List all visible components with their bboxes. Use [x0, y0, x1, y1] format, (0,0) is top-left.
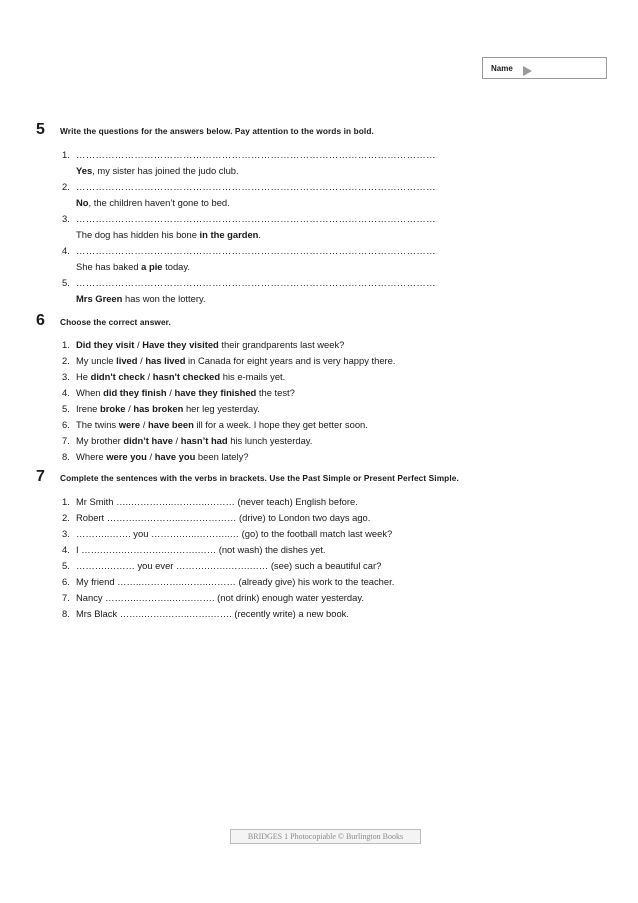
choice-option[interactable]: have been — [147, 419, 194, 431]
item-number: 4. — [62, 543, 70, 555]
section-5-list — [62, 146, 436, 307]
item-number: 7. — [62, 592, 70, 604]
item-number: 1. — [62, 148, 70, 160]
choice-option[interactable]: Did they visit — [76, 338, 135, 350]
given-answer — [62, 162, 436, 178]
sentence-text: his e-mails yet. — [220, 370, 286, 382]
bold-keyword: No — [76, 196, 89, 208]
choice-option[interactable]: has lived — [145, 354, 186, 366]
sentence-text: ill for a week. I hope they get better soon. — [193, 419, 368, 431]
sentence-text: My brother — [76, 435, 124, 447]
arrow-icon — [523, 66, 532, 76]
sentence-text: / — [172, 435, 181, 447]
given-answer — [62, 291, 436, 307]
given-answer — [62, 226, 436, 242]
choice-item — [62, 416, 395, 432]
section-number: 5 — [36, 121, 45, 138]
section-instruction: Write the questions for the answers below. Pay attention to the words in bold. — [60, 126, 374, 136]
section-instruction: Complete the sentences with the verbs in brackets. Use the Past Simple or Present Perfect Simple. — [60, 473, 459, 483]
fill-in-item — [62, 590, 394, 606]
sentence-text: / — [144, 370, 153, 382]
item-number: 5. — [62, 277, 70, 289]
fill-in-item — [62, 509, 394, 525]
bold-keyword: a pie — [141, 261, 163, 273]
choice-sentence — [76, 387, 295, 398]
item-number: 7. — [62, 435, 70, 447]
choice-sentence — [76, 419, 368, 430]
sentence-text: My uncle — [76, 354, 117, 366]
sentence-text: her leg yesterday. — [183, 402, 260, 414]
choice-option[interactable]: didn’t have — [123, 435, 173, 447]
given-answer — [62, 259, 436, 275]
section-instruction: Choose the correct answer. — [60, 317, 171, 327]
choice-item — [62, 384, 395, 400]
sentence-text: been lately? — [195, 451, 249, 463]
answer-line-row — [62, 210, 436, 226]
fill-in-sentence[interactable]: ……….……… you ever ……….…….…….…… (see) such a beautiful car? — [76, 559, 382, 571]
choice-option[interactable]: lived — [116, 354, 138, 366]
fill-in-item — [62, 541, 394, 557]
sentence-text: / — [137, 354, 146, 366]
choice-option[interactable]: were — [118, 419, 141, 431]
section-number: 7 — [36, 468, 45, 485]
choice-item — [62, 433, 395, 449]
choice-option[interactable]: have they finished — [174, 386, 257, 398]
question-item — [62, 275, 436, 307]
question-item — [62, 210, 436, 242]
section-7-list — [62, 493, 394, 622]
choice-option[interactable]: broke — [99, 402, 126, 414]
answer-text: , the children haven’t gone to bed. — [88, 196, 230, 208]
answer-text: today. — [162, 261, 190, 273]
choice-option[interactable]: didn't check — [90, 370, 145, 382]
answer-text: has won the lottery. — [122, 293, 206, 305]
choice-option[interactable]: were you — [106, 451, 147, 463]
fill-in-sentence[interactable]: I …….…….…………..……….…… (not wash) the dishes yet. — [76, 543, 326, 555]
bold-keyword: in the garden — [199, 229, 259, 241]
item-number: 2. — [62, 180, 70, 192]
bold-keyword: Yes — [76, 164, 93, 176]
choice-item — [62, 352, 395, 368]
section-number: 6 — [36, 312, 45, 329]
sentence-text: / — [134, 338, 143, 350]
choice-option[interactable]: Have they visited — [142, 338, 219, 350]
answer-line[interactable]: ………………………………………………………………………………………………… — [76, 180, 436, 192]
answer-line-row — [62, 146, 436, 162]
question-item — [62, 243, 436, 275]
choice-item — [62, 336, 395, 352]
sentence-text: When — [76, 386, 104, 398]
choice-item — [62, 368, 395, 384]
sentence-text: Where — [76, 451, 107, 463]
answer-line-row — [62, 243, 436, 259]
item-number: 5. — [62, 559, 70, 571]
sentence-text: Irene — [76, 402, 100, 414]
fill-in-sentence[interactable]: Nancy ………..………..…….……. (not drink) enough water yesterday. — [76, 592, 364, 604]
sentence-text: in Canada for eight years and is very happy there. — [185, 354, 396, 366]
choice-option[interactable]: did they finish — [103, 386, 167, 398]
name-field[interactable] — [482, 57, 607, 79]
sentence-text: / — [166, 386, 175, 398]
item-number: 6. — [62, 576, 70, 588]
sentence-text: He — [76, 370, 91, 382]
item-number: 2. — [62, 511, 70, 523]
sentence-text: his lunch yesterday. — [227, 435, 313, 447]
answer-line[interactable]: ………………………………………………………………………………………………… — [76, 277, 436, 289]
sentence-text: their grandparents last week? — [218, 338, 345, 350]
fill-in-sentence[interactable]: My friend ……..…………..……..……… (already give) his work to the teacher. — [76, 576, 395, 588]
name-label: Name — [491, 64, 513, 73]
answer-text: She has baked — [76, 261, 142, 273]
sentence-text: / — [125, 402, 134, 414]
given-answer — [62, 194, 436, 210]
item-number: 3. — [62, 370, 70, 382]
item-number: 8. — [62, 608, 70, 620]
bold-keyword: Mrs Green — [76, 293, 123, 305]
fill-in-item — [62, 557, 394, 573]
item-number: 4. — [62, 386, 70, 398]
fill-in-item — [62, 573, 394, 589]
sentence-text: / — [146, 451, 155, 463]
item-number: 5. — [62, 402, 70, 414]
choice-option[interactable]: hasn't checked — [152, 370, 221, 382]
fill-in-item — [62, 525, 394, 541]
item-number: 1. — [62, 338, 70, 350]
question-item — [62, 178, 436, 210]
section-7-header — [36, 469, 459, 485]
fill-in-sentence[interactable]: ………..……. you ……….…..………..… (go) to the football match last week? — [76, 527, 393, 539]
choice-sentence — [76, 435, 312, 446]
choice-sentence — [76, 339, 344, 350]
fill-in-sentence[interactable]: Robert ……….…………..……………… (drive) to London two days ago. — [76, 511, 371, 523]
sentence-text: The twins — [76, 419, 119, 431]
item-number: 3. — [62, 212, 70, 224]
sentence-text: the test? — [256, 386, 295, 398]
sentence-text: / — [140, 419, 148, 431]
question-item — [62, 146, 436, 178]
choice-sentence — [76, 355, 395, 366]
item-number: 1. — [62, 495, 70, 507]
choice-sentence — [76, 403, 260, 414]
answer-line-row — [62, 275, 436, 291]
item-number: 6. — [62, 419, 70, 431]
answer-line[interactable]: ………………………………………………………………………………………………… — [76, 212, 436, 224]
choice-item — [62, 449, 395, 465]
choice-sentence — [76, 451, 249, 462]
section-6-header — [36, 313, 171, 329]
fill-in-item — [62, 606, 394, 622]
item-number: 3. — [62, 527, 70, 539]
answer-text: The dog has hidden his bone — [76, 229, 200, 241]
fill-in-item — [62, 493, 394, 509]
choice-item — [62, 400, 395, 416]
answer-text: . — [258, 229, 262, 241]
answer-text: , my sister has joined the judo club. — [92, 164, 239, 176]
answer-line[interactable]: ………………………………………………………………………………………………… — [76, 148, 436, 160]
fill-in-sentence[interactable]: Mr Smith …..…………..………..……… (never teach) English before. — [76, 495, 358, 507]
choice-option[interactable]: have you — [154, 451, 196, 463]
section-5-header — [36, 122, 374, 138]
choice-sentence — [76, 371, 285, 382]
item-number: 2. — [62, 354, 70, 366]
fill-in-sentence[interactable]: Mrs Black ……..…….……..…….……. (recently write) a new book. — [76, 608, 349, 620]
footer-copyright: BRIDGES 1 Photocopiable © Burlington Books — [230, 829, 421, 844]
item-number: 4. — [62, 245, 70, 257]
choice-option[interactable]: hasn’t had — [180, 435, 228, 447]
answer-line-row — [62, 178, 436, 194]
answer-line[interactable]: ………………………………………………………………………………………………… — [76, 245, 436, 257]
choice-option[interactable]: has broken — [133, 402, 184, 414]
section-6-list — [62, 336, 395, 465]
item-number: 8. — [62, 451, 70, 463]
